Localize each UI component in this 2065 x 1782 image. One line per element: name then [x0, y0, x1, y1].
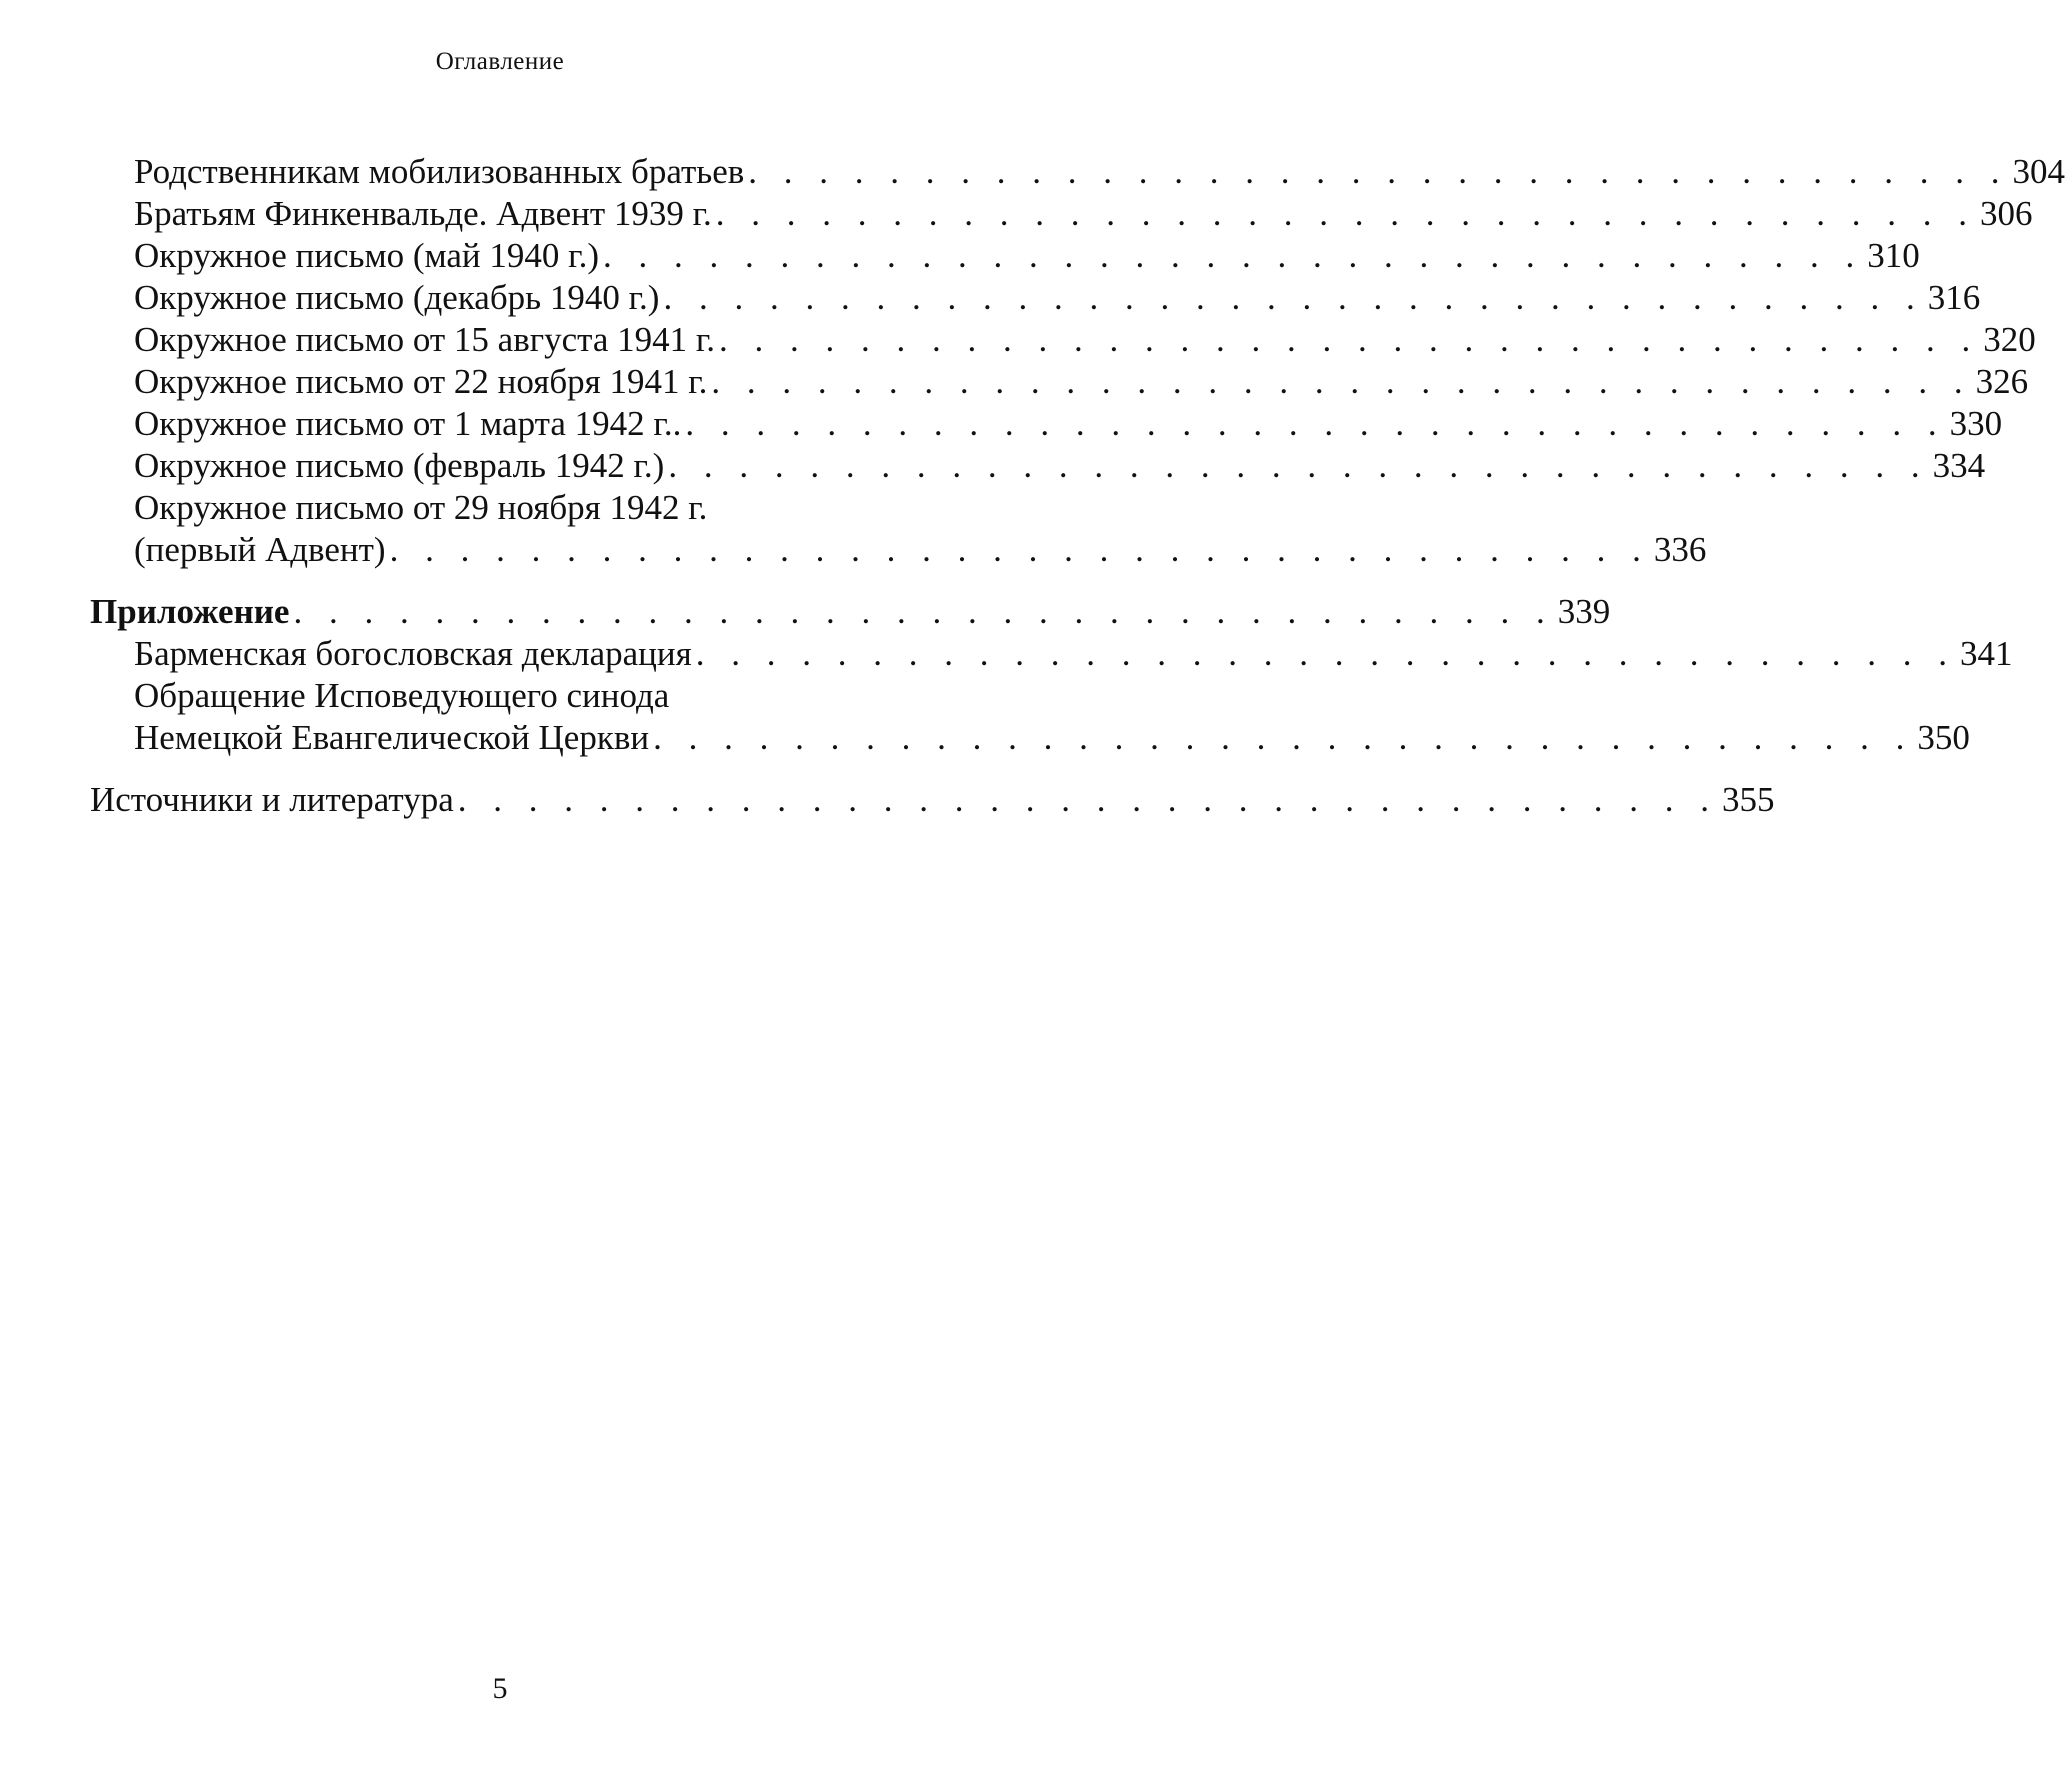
- toc-entry-title: Братьям Финкенвальде. Адвент 1939 г.: [134, 194, 712, 233]
- toc-entry[interactable]: [90, 361, 2029, 403]
- dot-leader: . . . . . . . . . . . . . . . . . . . . . . . . . . . . . . . . . . . .: [719, 320, 1980, 359]
- toc-entry-title-line2: Немецкой Евангелической Церкви: [134, 718, 650, 757]
- toc-section-title: Приложение: [90, 592, 290, 631]
- toc-section-appendix[interactable]: [90, 591, 1611, 633]
- dot-leader: . . . . . . . . . . . . . . . . . . . . . . . . . . . . . . . . . . . .: [668, 446, 1929, 485]
- toc-entry-title: Родственникам мобилизованных братьев: [134, 152, 745, 191]
- toc-entry[interactable]: [90, 445, 1986, 487]
- dot-leader: . . . . . . . . . . . . . . . . . . . . . . . . . . . . . . . . . . . .: [685, 404, 1946, 443]
- dot-leader: . . . . . . . . . . . . . . . . . . . . . . . . . . . . . . . . . . . .: [293, 592, 1554, 631]
- toc-entry-page: 306: [1980, 194, 2033, 233]
- toc-entry[interactable]: [90, 235, 1920, 277]
- toc-entry-page: 304: [2012, 152, 2065, 191]
- toc-entry-page: 326: [1975, 362, 2029, 401]
- toc-entry[interactable]: [90, 277, 1981, 319]
- toc-section-title: Источники и литература: [90, 780, 454, 819]
- toc-section-page: 355: [1722, 780, 1775, 819]
- toc-entry-page: 316: [1927, 278, 1981, 317]
- toc-entry-page: 336: [1653, 530, 1707, 569]
- dot-leader: . . . . . . . . . . . . . . . . . . . . . . . . . . . . . . . . . . . .: [715, 194, 1977, 233]
- toc-entry[interactable]: [90, 529, 1707, 571]
- table-of-contents: [90, 151, 2065, 821]
- toc-section-page: 339: [1557, 592, 1611, 631]
- toc-section-sources[interactable]: [90, 779, 1775, 821]
- toc-entry-title-line1[interactable]: Окружное письмо от 29 ноября 1942 г.: [134, 488, 708, 527]
- toc-entry-title-line1[interactable]: Обращение Исповедующего синода: [134, 676, 670, 715]
- toc-entry-page: 320: [1983, 320, 2036, 359]
- dot-leader: . . . . . . . . . . . . . . . . . . . . . . . . . . . . . . . . . . . .: [695, 634, 1956, 673]
- dot-leader: . . . . . . . . . . . . . . . . . . . . . . . . . . . . . . . . . . . .: [653, 718, 1914, 757]
- toc-entry-page: 310: [1867, 236, 1920, 275]
- toc-entry-title: Окружное письмо (февраль 1942 г.): [134, 446, 665, 485]
- page-number: 5: [492, 1672, 508, 1705]
- toc-entry-title: Окружное письмо (декабрь 1940 г.): [134, 278, 660, 317]
- dot-leader: . . . . . . . . . . . . . . . . . . . . . . . . . . . . . . . . . . . .: [663, 278, 1924, 317]
- toc-entry-page: 341: [1959, 634, 2013, 673]
- toc-entry-title: Окружное письмо от 1 марта 1942 г..: [134, 404, 682, 443]
- toc-entry[interactable]: [90, 403, 2003, 445]
- toc-entry-title: Окружное письмо (май 1940 г.): [134, 236, 599, 275]
- dot-leader: . . . . . . . . . . . . . . . . . . . . . . . . . . . . . . . . . . . .: [602, 236, 1864, 275]
- toc-entry[interactable]: [90, 193, 2033, 235]
- section-spacer: [90, 759, 918, 779]
- dot-leader: . . . . . . . . . . . . . . . . . . . . . . . . . . . . . . . . . . . .: [711, 362, 1972, 401]
- dot-leader: . . . . . . . . . . . . . . . . . . . . . . . . . . . . . . . . . . . .: [457, 780, 1719, 819]
- toc-entry-title: Окружное письмо от 22 ноября 1941 г.: [134, 362, 708, 401]
- toc-entry-page: 334: [1932, 446, 1986, 485]
- toc-entry[interactable]: [90, 633, 2013, 675]
- toc-entry[interactable]: [90, 717, 1970, 759]
- toc-entry-page: 350: [1917, 718, 1970, 757]
- toc-entry-title: Окружное письмо от 15 августа 1941 г.: [134, 320, 716, 359]
- dot-leader: . . . . . . . . . . . . . . . . . . . . . . . . . . . . . . . . . . . .: [748, 152, 2009, 191]
- toc-entry-title-line2: (первый Адвент): [134, 530, 386, 569]
- running-header: Оглавление: [435, 48, 565, 75]
- dot-leader: . . . . . . . . . . . . . . . . . . . . . . . . . . . . . . . . . . . .: [389, 530, 1650, 569]
- toc-entry-title: Барменская богословская декларация: [134, 634, 692, 673]
- toc-entry[interactable]: [90, 151, 2065, 193]
- section-spacer: [90, 571, 918, 591]
- toc-entry[interactable]: [90, 319, 2036, 361]
- toc-entry-page: 330: [1949, 404, 2003, 443]
